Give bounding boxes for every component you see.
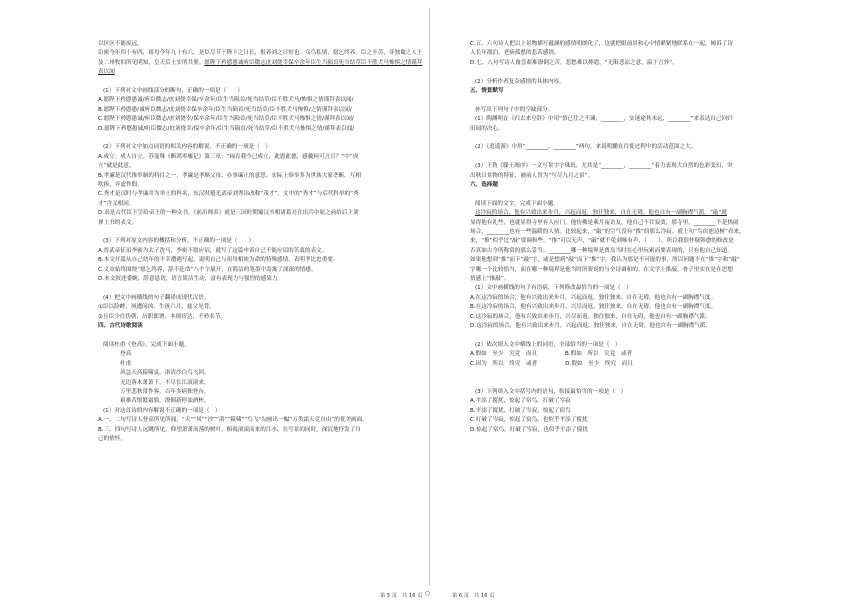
text-line: 吹捧，弄虚作假。 <box>98 182 143 189</box>
section-heading: 六、选择题 <box>470 182 498 189</box>
option-d: D.惊起了宿鸟，打破了岑寂，也似乎平添了搅扰 <box>470 426 588 433</box>
sentence-2: ②且臣少仕伪朝，历职郎署，本图宦达，不矜名节。 <box>98 313 227 320</box>
right-page <box>430 0 860 608</box>
question-4: (4）把文中画横线的句子翻译成现代汉语。 <box>103 294 210 301</box>
poem-title: 登高 <box>120 351 132 358</box>
text-line: 人长年漂泊、老病孤愁的悲苦感情。 <box>470 50 560 57</box>
option-a: A.在这冷寂的场合，他有兴致出来步月，兴起而返，独往独来，自在无碍，他也自有一副胸襟气度。 <box>470 294 717 301</box>
option-b: B.孝廉是汉代推举制的科目之一，孝廉是孝顺父母、办事廉正的意思。实际上察举多为世族大家垄断，互相 <box>98 172 361 179</box>
option-a: A.成立：成人自立。苏曼殊《断鸿零雁记》第三章：“辐育我今已成立，此恩此德，感戴何可言宣？”中“成 <box>98 153 359 160</box>
question-6-1: (1）文中画横线的句子有语病，下列修改最恰当的一项是（ ） <box>475 285 632 292</box>
poem-line: 无边落木萧萧下，不尽长江滚滚来。 <box>120 379 210 386</box>
right-column <box>470 40 810 435</box>
option-c: C.文章始终围绕“愿乞终养，辞不赴命”八个字展开，在简洁的笔墨中寄寓了深深的情感。 <box>98 266 317 273</box>
option-c: C.五、六句诗人把以上景物描写蕴涵的感情明朗化了，这就把眼前景和心中情紧紧地联系在一起，倾诉了诗 <box>470 41 733 47</box>
text-line: 立”就是此意。 <box>98 163 135 170</box>
passage-line: 场合，________也有一些温暖的人情。比较起来，“敲”的空气没有“推”的那么冷寂。就上句“鸟宿池边树”看来， <box>470 229 745 236</box>
option-c: C.这冷寂的场合，他有兴致出来步月，兴尽而返，独往独来，自在无碍，他也自有一副胸襟气派。 <box>470 313 711 320</box>
page-number-right: 第 6 页 共 16 页 <box>452 593 495 599</box>
text-span: 臣密今年四十有四，祖母今年九十有六，是臣尽节于陛下之日长，报养刘之日短也。乌鸟私情，愿乞终养。 <box>98 50 361 57</box>
left-column <box>98 40 424 444</box>
sentence-1: ①臣以险衅，夙遭闵凶。生孩六月，慈父见背。 <box>98 304 215 311</box>
section-heading: 四、古代诗歌阅读 <box>98 323 143 330</box>
poem-author: 杜甫 <box>120 360 132 367</box>
instruction: 补写出下列句子中的空缺部分。 <box>475 106 554 113</box>
question-1: (1）下列对文中画线部分的断句，正确的一项是（ ） <box>103 88 243 95</box>
option-a: A.愿陛下矜愍愚诚/听臣微志/庶刘侥幸保/卒余年/臣生当陨首/死当结草/臣不胜犬马/怖惧之情谨拜表以闻/ <box>98 97 354 104</box>
question-6-2: (2）依次填入文中横线上的词语，全部恰当的一项是（ ） <box>475 341 621 348</box>
text-line: 田园的决心。 <box>470 125 504 132</box>
passage-line: 情感上“推敲”。 <box>470 276 510 283</box>
fill-question-3: (3）王勃《滕王阁序》一文写景字字珠玑，尤其是“________，________”着力表现大自然的色彩变幻，突 <box>475 163 733 170</box>
page-number-left: 第 5 页 共 16 页 <box>380 593 423 599</box>
question-poem-1: (1）对这首诗的内容解说不正确的一项是（ ） <box>103 407 221 414</box>
passage-line: 来，“推”似乎比“敲”要调和些。“推”可以无声，“敲”就不免剥啄有声，（ ），所以我很怀疑韩愈的修改是 <box>470 238 734 245</box>
text-line: 才”含义相同。 <box>98 200 135 207</box>
underlined-sentence: 这冷寂的场合，他有兴致出来步月，兴起而返，独往独来，自在无碍，他也自有一副胸襟气派。“敲”就 <box>475 210 727 217</box>
text-line: 出秋日景物的特征，被前人誉为“写尽九月之景”。 <box>470 172 594 179</box>
option-d: D.七、八句写诗人备尝艰难潦倒之苦，悲愁难以排遣，“无限悲凉之意，溢于言外”。 <box>470 59 678 66</box>
binding-circle-icon: ○ <box>425 590 431 597</box>
options-ab: A.假如 至少 究竟 而且 B.假如 所以 究竟 或者 <box>470 351 633 358</box>
option-d: D.愿陛下矜愍愚诚/听臣微志/庶刘侥幸/保卒余年/臣生当陨首/死当结草/臣不胜犬马怖惧之情/谨拜表以闻/ <box>98 125 355 132</box>
option-d: D.本文叙述委婉，辞意恳切，语言简洁生动，富有表现力与强烈的感染力。 <box>98 276 284 283</box>
option-b: B.在这冷寂的场合，他有兴致出来步月，兴尽而返，独往独来，自在无碍，他也自有一副胸襟气度。 <box>470 304 717 311</box>
passage-line: 否真如古今所称赏的那么妥当。________哪一种境界是贾岛当时在心里玩索而要表现的，只有他自己知道。 <box>470 247 733 254</box>
question-6-3: (3）下列填入文中括号内的语句，衔接最恰当的一项是（ ） <box>475 388 627 395</box>
option-b: B.三、四句写诗人远眺所见，仰望萧萧而落的树叶，俯视滚滚而来的江水，在写景的同时，深沉地抒发了自 <box>98 426 361 433</box>
text-line: 以区区不能废远。 <box>98 41 143 47</box>
option-d: D.表是古代臣下呈给帝王的一种文书。《前出师表》就是三国时期蜀汉丞相诸葛亮在出兵中原之前给后主刘 <box>98 210 359 217</box>
fill-question-1: (1）陶渊明在《归去来兮辞》中用“悟已往之不谏，________，实迷途其未远，________”来表达自己回归 <box>475 116 733 123</box>
option-c: C.打破了岑寂，惊起了宿鸟，也似乎平添了搅扰 <box>470 417 588 424</box>
passage-line: 如果他想到“推”而下“敲”字，或是想到“敲”而下“推”字，我认为那是不可能的事，所以问题不在“推”字和“敲” <box>470 257 740 264</box>
poem-line: 万里悲秋常作客，百年多病独登台。 <box>120 388 210 395</box>
option-a: A.一、二句写诗人登高所见所闻，“天”“风”“沙”“渚”“猿啸”“鸟飞”勾画出一幅“万类霜天竞自由”的优美画面。 <box>98 417 368 424</box>
text-line <box>98 49 424 77</box>
option-b: B.平添了搅扰，打破了岑寂，惊起了宿鸟 <box>470 407 571 414</box>
fill-question-2: (2）《逍遥游》中用“________，________”两句，来说明鹏在往徙过程中的活动范围之大。 <box>475 144 697 151</box>
underlined-passage: 愿陛下矜愍愚诚听臣微志庶刘侥幸保卒余年臣生当陨首死当结草臣不胜犬马怖惧之情谨拜表以闻 <box>98 59 423 76</box>
option-c: C.愿陛下矜愍愚诚/听臣微志/庶刘侥幸/保卒余年/臣生当陨首/死当结草/臣不胜犬马怖惧之情/谨拜表以闻/ <box>98 116 354 123</box>
text-line: 己的情怀。 <box>98 435 126 442</box>
options-cd: C.因为 所以 终究 或者 D.假如 至少 终究 而且 <box>470 360 633 367</box>
passage-line: 字哪一个比较恰当，而在哪一种境界是他当时所要说的与全诗调和的。在文学上推敲，骨子里实在是在思想 <box>470 266 733 273</box>
poem-line: 艰难苦恨繁霜鬓，潦倒新停浊酒杯。 <box>120 398 210 405</box>
option-b: B.本文开篇从自己幼年的不幸遭遇写起，说明自己与祖母相依为命的特殊感情，表明孝比忠重要。 <box>98 257 339 264</box>
option-c: C.秀才是汉时与孝廉并为举士的科名，东汉时避光武帝刘秀讳改称“茂才”。文中的“秀才”与后代科举的“秀 <box>98 191 359 198</box>
option-d: D.这冷寂的场合，他有兴致出来步月，兴起而返，独往独来，自在无碍，他也自有一副胸襟气派。 <box>470 323 712 330</box>
question-2: (2）下列对文中加点词语的相关内容的解说，不正确的一项是（ ） <box>103 144 271 151</box>
section-heading: 五、情景默写 <box>470 88 504 95</box>
option-a: A.平添了搅扰，惊起了宿鸟，打破了岑寂 <box>470 398 571 405</box>
instruction: 阅读杜甫《登高》，完成下面小题。 <box>103 341 190 348</box>
question-poem-2: (2）分析作者复杂感情的具体内容。 <box>475 78 565 85</box>
text-span: 臣之辛苦，非独蜀之人士及二州牧伯所见明知，皇天后土实所共鉴。 <box>98 50 423 66</box>
option-b: B.愿陛下矜愍愚/诚听臣微志/庶刘侥幸保卒余年/臣生当陨首/死当结草/臣不胜犬马怖惧/之情谨拜表以闻/ <box>98 106 352 113</box>
instruction: 阅读下面的文字，完成下面小题。 <box>475 200 559 207</box>
question-3: (3）下列对原文内容的概括和分析，不正确的一项是（ ） <box>103 238 255 245</box>
passage-line: 显得他有礼些，也就显得寺里有人应门。他仿佛是乘月夜访友，他自己不甘寂寞，那寺里，________不是热闹 <box>470 219 739 226</box>
poem-line: 风急天高猿啸哀，渚清沙白鸟飞回。 <box>120 370 210 377</box>
text-line: 禅上书的表文。 <box>98 219 138 226</box>
passage-line <box>470 209 810 218</box>
option-a: A.晋武帝征诏李密为太子洗马，李密不愿应诏，就写了这篇申诉自己不能应诏的苦衷的表文。 <box>98 247 328 254</box>
